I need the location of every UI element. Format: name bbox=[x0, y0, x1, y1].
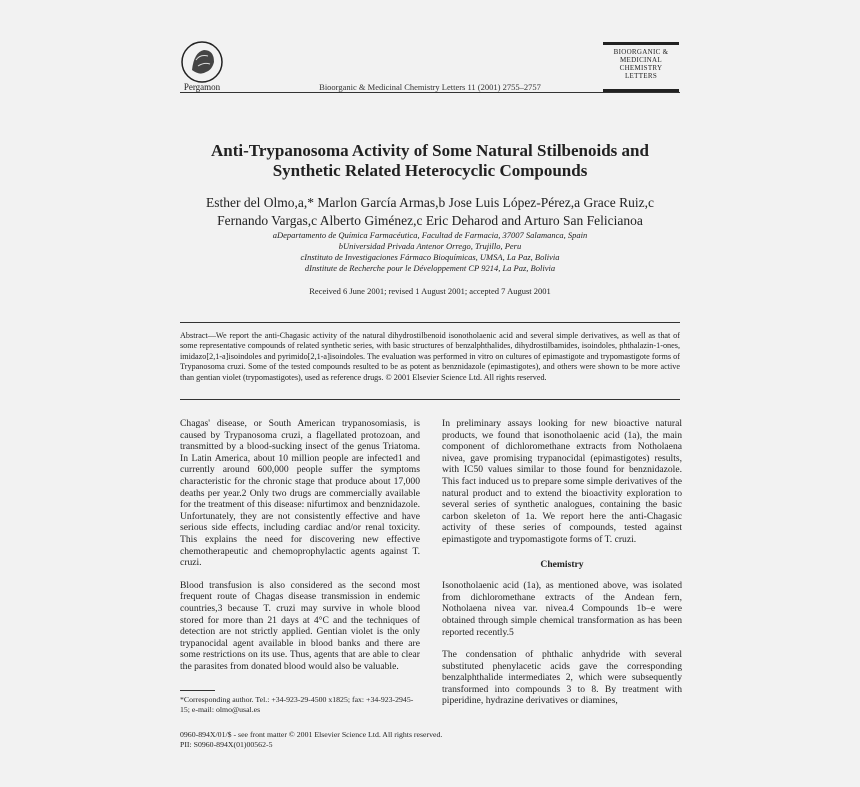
affiliation: aDepartamento de Química Farmacéutica, Facultad de Farmacia, 37007 Salamanca, Spain bbox=[272, 230, 588, 240]
corresponding-author-footnote: *Corresponding author. Tel.: +34-923-29-4500 x1825; fax: +34-923-2945-15; e-mail: olmo@usal.es bbox=[180, 695, 414, 714]
journal-box-line: MEDICINAL bbox=[620, 56, 662, 64]
abstract-rule-bottom bbox=[180, 399, 680, 400]
section-heading: Chemistry bbox=[540, 558, 584, 570]
copyright-block bbox=[180, 730, 500, 750]
copyright-line: 0960-894X/01/$ - see front matter © 2001 Elsevier Science Ltd. All rights reserved. bbox=[180, 730, 443, 739]
authors-line: Fernando Vargas,c Alberto Giménez,c Eric Deharod and Arturo San Felicianoa bbox=[217, 213, 643, 228]
affiliations bbox=[180, 230, 680, 274]
affiliation: cInstituto de Investigaciones Fármaco Bioquímicas, UMSA, La Paz, Bolivia bbox=[300, 252, 560, 262]
journal-citation: Bioorganic & Medicinal Chemistry Letters 11 (2001) 2755–2757 bbox=[319, 82, 541, 92]
abstract: Abstract—We report the anti-Chagasic activity of the natural dihydrostilbenoid isonotholaenic acid and several simple derivatives, as well as that of some representative compounds of related synthetic series, with basic structures of benzalphthalides, dihydrostilbamides, isoindoles, phthalazin-1-ones, imidazo[2,1-a]isoindoles and pyrimido[2,1-a]isoindoles. The evaluation was performed in vitro on cultures of epimastigote and trypomastigote forms of Trypanosoma cruzi. Some of the tested compounds resulted to be as potent as benznidazole (epimastigotes), and others were shown to be more active than gentian violet (trypomastigotes), used as reference drugs. © 2001 Elsevier Science Ltd. All rights reserved. bbox=[180, 331, 680, 382]
right-column bbox=[442, 418, 682, 718]
journal-box bbox=[603, 42, 679, 92]
publisher-name: Pergamon bbox=[183, 82, 221, 92]
received-dates: Received 6 June 2001; revised 1 August 2001; accepted 7 August 2001 bbox=[309, 286, 551, 296]
authors bbox=[180, 194, 680, 230]
authors-line: Esther del Olmo,a,* Marlon García Armas,b Jose Luis López-Pérez,a Grace Ruiz,c bbox=[206, 195, 654, 210]
footnote-rule bbox=[180, 690, 215, 691]
pii-line: PII: S0960-894X(01)00562-5 bbox=[180, 740, 273, 749]
body-paragraph: Blood transfusion is also considered as the second most frequent route of Chagas disease transmission in endemic countries,3 because T. cruzi may survive in whole blood stored for more than 21 days at 4°C and the techniques of detection are not strictly applied. Gentian violet is the only trypanocidal agent available in blood banks and there are some restrictions on its use. Thus, agents that are able to clear the parasites from donated blood would also be valuable. bbox=[180, 579, 420, 672]
affiliation: dInstitute de Recherche pour le Développement CP 9214, La Paz, Bolivia bbox=[304, 263, 556, 273]
journal-box-line: LETTERS bbox=[624, 72, 658, 80]
title-line: Anti-Trypanosoma Activity of Some Natural Stilbenoids and bbox=[211, 141, 649, 160]
body-paragraph: The condensation of phthalic anhydride with several substituted phenylacetic acids gave the corresponding benzalphthalide intermediates 2, which were subsequently transformed into compounds 3 to 8. By treatment with piperidine, hydrazine derivatives or diamines, bbox=[442, 649, 682, 707]
journal-box-line: BIOORGANIC & bbox=[613, 48, 669, 56]
body-paragraph: Isonotholaenic acid (1a), as mentioned above, was isolated from dichloromethane extracts of the Andean fern, Notholaena nivea var. nivea.4 Compounds 1b–e were obtained through simple chemical transformation as has been reported recently.5 bbox=[442, 580, 682, 638]
affiliation: bUniversidad Privada Antenor Orrego, Trujillo, Peru bbox=[338, 241, 522, 251]
journal-box-line: CHEMISTRY bbox=[619, 64, 663, 72]
abstract-rule-top bbox=[180, 322, 680, 323]
left-column bbox=[180, 418, 420, 683]
paper-title bbox=[180, 141, 680, 181]
title-line: Synthetic Related Heterocyclic Compounds bbox=[272, 161, 588, 180]
body-paragraph: Chagas' disease, or South American trypanosomiasis, is caused by Trypanosoma cruzi, a flagellated protozoan, and transmitted by a blood-sucking insect of the genus Triatoma. In Latin America, about 10 million people are infected1 and currently around 600,000 people suffer the symptoms characteristic for the chronic stage that produce about 17,000 deaths per year.2 Only two drugs are commercially available for the treatment of this disease: nifurtimox and benznidazole. Unfortunately, they are not consistently effective and have serious side effects, including cardiac and/or renal toxicity. This explains the need for discovering new effective chemotherapeutic and chemoprophylactic agents against T. cruzi. bbox=[180, 418, 420, 569]
body-paragraph: In preliminary assays looking for new bioactive natural products, we found that isonotholaenic acid (1a), the main component of dichloromethane extracts from Notholaena nivea, gave promising trypanocidal (epimastigotes) results, with IC50 values similar to those found for benznidazole. This fact induced us to prepare some simple derivatives of the natural product and to extend the bioactivity exploration to several series of synthetic analogues, containing the basic carbon skeleton of 1a. We report here the anti-Chagasic activity of these series of compounds, tested against epimastigote and trypomastigote forms of T. cruzi. bbox=[442, 418, 682, 545]
header-rule bbox=[180, 92, 680, 93]
